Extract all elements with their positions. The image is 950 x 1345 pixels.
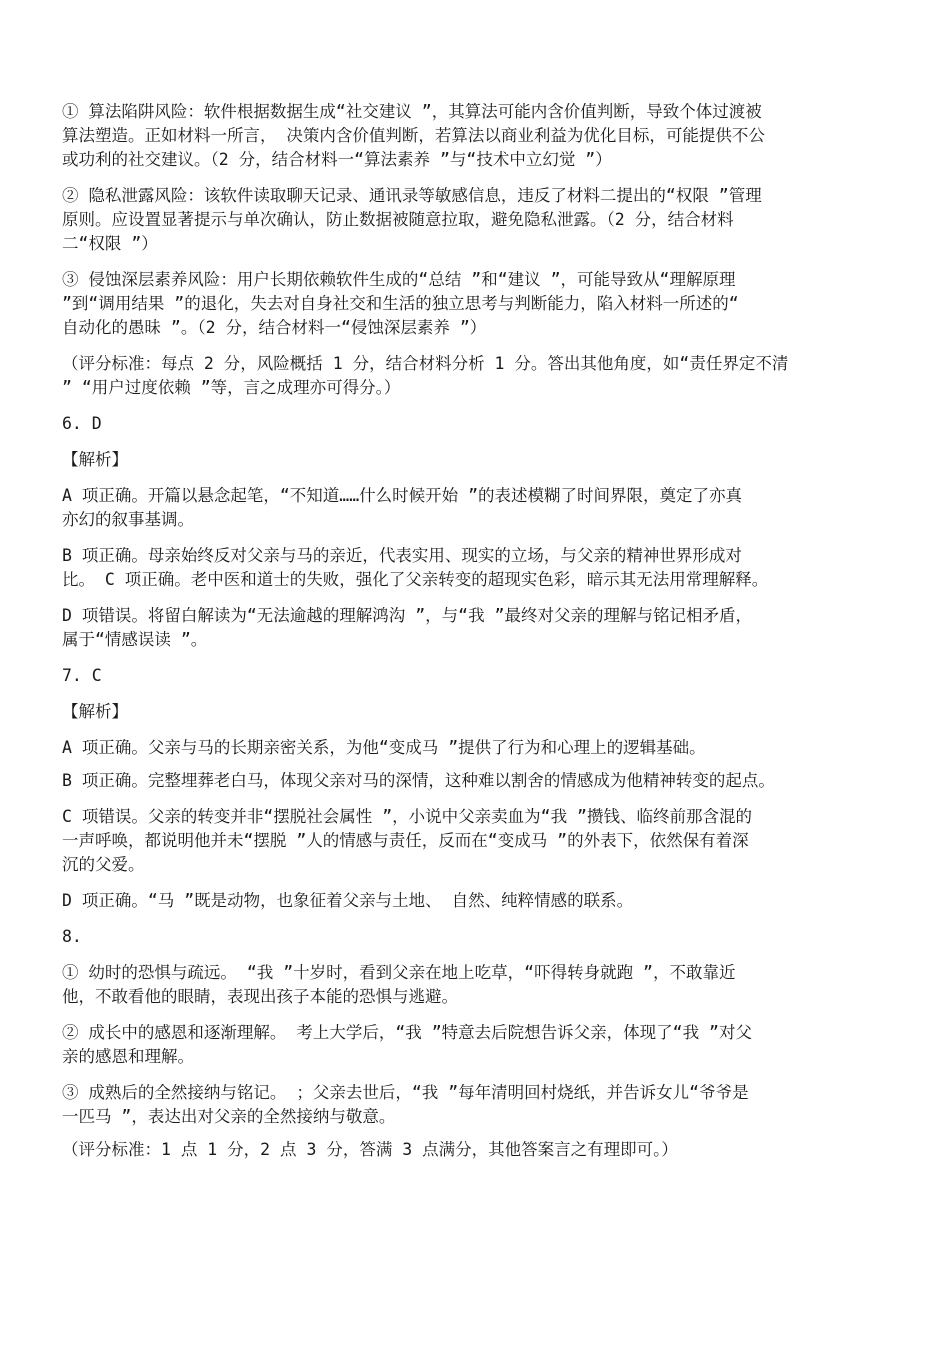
text-line: ” “用户过度依赖 ”等，言之成理亦可得分。） — [62, 378, 401, 397]
text-line: 自动化的愚昧 ”。（2 分，结合材料一“侵蚀深层素养 ”） — [62, 318, 487, 337]
text-line: D 项错误。将留白解读为“无法逾越的理解鸿沟 ”，与“我 ”最终对父亲的理解与铭记相矛盾， — [62, 606, 752, 625]
paragraph — [62, 268, 892, 340]
text-line: B 项正确。母亲始终反对父亲与马的亲近，代表实用、现实的立场，与父亲的精神世界形成对 — [62, 546, 742, 565]
text-line: B 项正确。完整埋葬老白马，体现父亲对马的深情，这种难以割舍的情感成为他精神转变的起点。 — [62, 771, 775, 790]
text-line: 或功利的社交建议。（2 分，结合材料一“算法素养 ”与“技术中立幻觉 ”） — [62, 150, 612, 169]
text-line: 他，不敢看他的眼睛，表现出孩子本能的恐惧与逃避。 — [62, 987, 458, 1006]
paragraph — [62, 100, 892, 172]
text-line: D 项正确。“马 ”既是动物，也象征着父亲与土地、 自然、纯粹情感的联系。 — [62, 891, 634, 910]
paragraph — [62, 184, 892, 256]
paragraph — [62, 448, 892, 472]
text-line: 二“权限 ”） — [62, 234, 158, 253]
text-line: 沉的父爱。 — [62, 855, 145, 874]
paragraph — [62, 700, 892, 724]
paragraph — [62, 736, 892, 760]
paragraph — [62, 484, 892, 532]
text-line: ① 算法陷阱风险：软件根据数据生成“社交建议 ”，其算法可能内含价值判断，导致个体过渡被 — [62, 102, 762, 121]
text-line: 【解析】 — [62, 450, 128, 469]
text-line: （评分标准：1 点 1 分，2 点 3 分，答满 3 点满分，其他答案言之有理即可。） — [62, 1140, 678, 1159]
text-line: （评分标准：每点 2 分，风险概括 1 分，结合材料分析 1 分。答出其他角度，如“责任界定不清 — [62, 354, 789, 373]
text-line: ”到“调用结果 ”的退化，失去对自身社交和生活的独立思考与判断能力，陷入材料一所述的“ — [62, 294, 739, 313]
text-line: 7. C — [62, 666, 102, 685]
text-line: ③ 成熟后的全然接纳与铭记。 ；父亲去世后，“我 ”每年清明回村烧纸，并告诉女儿“爷爷是 — [62, 1083, 749, 1102]
text-line: 属于“情感误读 ”。 — [62, 630, 208, 649]
text-line: 6. D — [62, 414, 102, 433]
text-line: 算法塑造。正如材料一所言， 决策内含价值判断，若算法以商业利益为优化目标，可能提供不公 — [62, 126, 765, 145]
text-line: ② 隐私泄露风险：该软件读取聊天记录、通讯录等敏感信息，违反了材料二提出的“权限 ”管理 — [62, 186, 762, 205]
text-line: 一声呼唤，都说明他并未“摆脱 ”人的情感与责任，反而在“变成马 ”的外表下，依然保有着深 — [62, 831, 749, 850]
document-page — [62, 100, 892, 1174]
text-line: 原则。应设置显著提示与单次确认，防止数据被随意拉取，避免隐私泄露。（2 分，结合材料 — [62, 210, 734, 229]
paragraph — [62, 769, 892, 793]
text-line: 比。 C 项正确。老中医和道士的失败，强化了父亲转变的超现实色彩，暗示其无法用常理解释。 — [62, 570, 769, 589]
paragraph — [62, 664, 892, 688]
text-line: 亲的感恩和理解。 — [62, 1047, 194, 1066]
paragraph — [62, 925, 892, 949]
text-line: 亦幻的叙事基调。 — [62, 510, 194, 529]
paragraph — [62, 961, 892, 1009]
text-line: A 项正确。开篇以悬念起笔，“不知道……什么时候开始 ”的表述模糊了时间界限，奠定了亦真 — [62, 486, 743, 505]
text-line: C 项错误。父亲的转变并非“摆脱社会属性 ”，小说中父亲卖血为“我 ”攒钱、临终前那含混的 — [62, 807, 752, 826]
paragraph — [62, 889, 892, 913]
paragraph — [62, 1081, 892, 1129]
paragraph — [62, 1138, 892, 1162]
paragraph — [62, 1021, 892, 1069]
paragraph — [62, 805, 892, 877]
paragraph — [62, 544, 892, 592]
text-line: ③ 侵蚀深层素养风险：用户长期依赖软件生成的“总结 ”和“建议 ”，可能导致从“理解原理 — [62, 270, 736, 289]
text-line: A 项正确。父亲与马的长期亲密关系，为他“变成马 ”提供了行为和心理上的逻辑基础。 — [62, 738, 706, 757]
text-line: 一匹马 ”，表达出对父亲的全然接纳与敬意。 — [62, 1107, 396, 1126]
paragraph — [62, 352, 892, 400]
paragraph — [62, 604, 892, 652]
text-line: ② 成长中的感恩和逐渐理解。 考上大学后，“我 ”特意去后院想告诉父亲，体现了“我 ”对父 — [62, 1023, 752, 1042]
text-line: 8. — [62, 927, 82, 946]
paragraph — [62, 412, 892, 436]
text-line: 【解析】 — [62, 702, 128, 721]
text-line: ① 幼时的恐惧与疏远。 “我 ”十岁时，看到父亲在地上吃草，“吓得转身就跑 ”，不敢靠近 — [62, 963, 736, 982]
